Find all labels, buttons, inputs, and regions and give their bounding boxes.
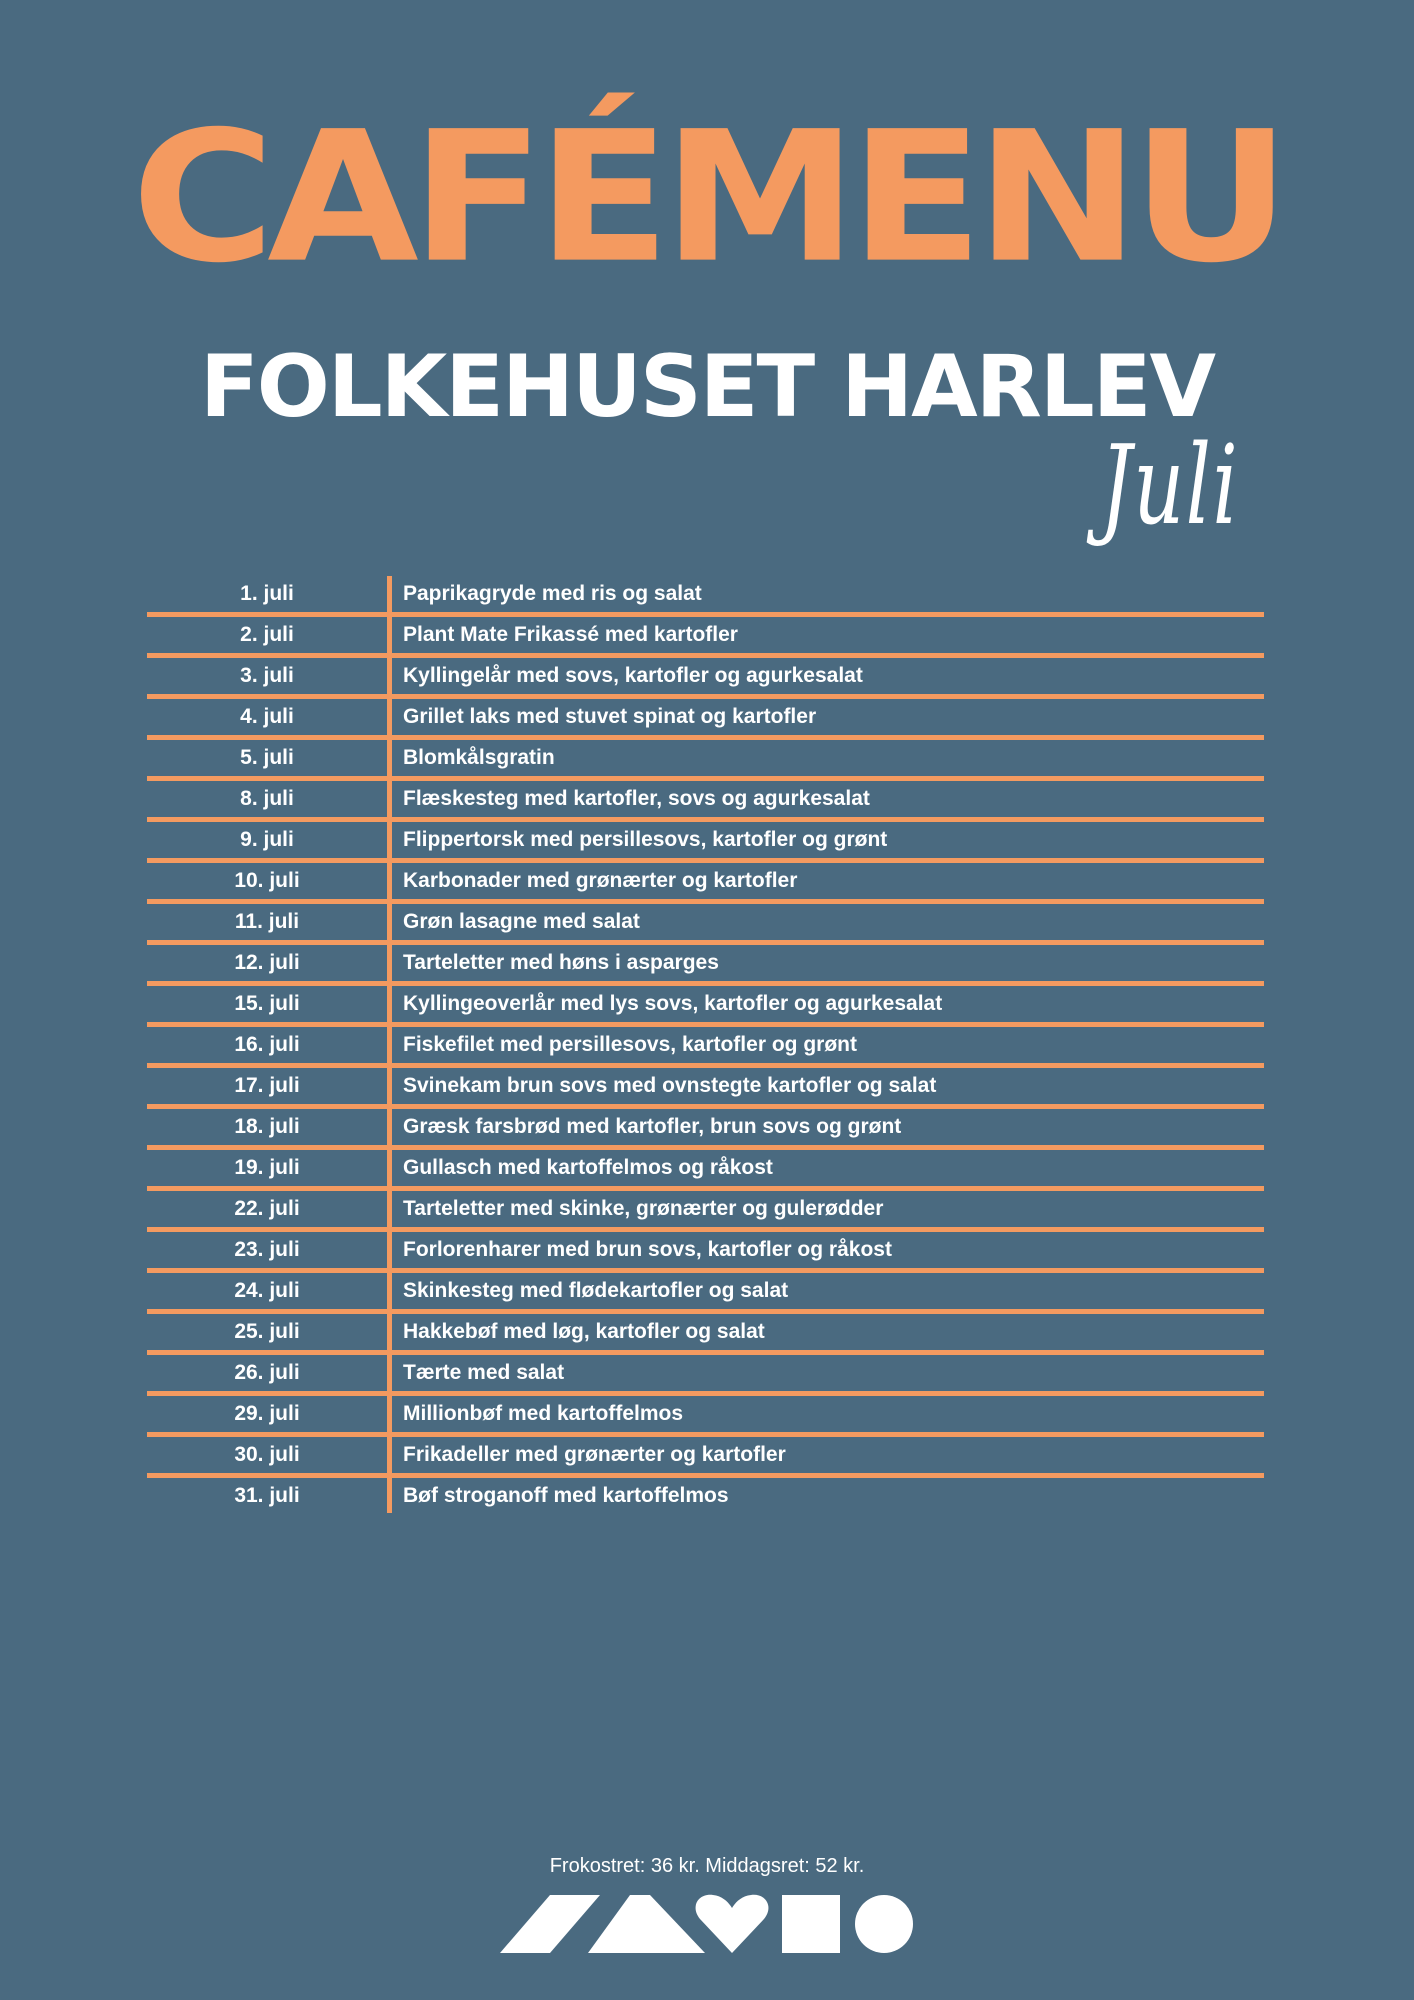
menu-dish: Svinekam brun sovs med ovnstegte kartofler og salat — [403, 1074, 937, 1097]
menu-date: 4. juli — [240, 705, 294, 728]
parallelogram-icon — [500, 1895, 600, 1953]
menu-dish: Kyllingeoverlår med lys sovs, kartofler og agurkesalat — [403, 992, 943, 1015]
menu-row — [147, 1232, 1264, 1273]
menu-row — [147, 1068, 1264, 1109]
menu-row — [147, 699, 1264, 740]
menu-date: 26. juli — [234, 1361, 300, 1384]
menu-date: 29. juli — [234, 1402, 300, 1425]
menu-dish: Tarteletter med høns i asparges — [403, 951, 719, 974]
menu-row — [147, 1355, 1264, 1396]
menu-row — [147, 822, 1264, 863]
menu-row — [147, 986, 1264, 1027]
menu-dish: Plant Mate Frikassé med kartofler — [403, 623, 738, 646]
menu-date: 12. juli — [234, 951, 300, 974]
menu-date: 25. juli — [234, 1320, 300, 1343]
menu-dish: Flippertorsk med persillesovs, kartofler og grønt — [403, 828, 888, 851]
menu-row — [147, 1150, 1264, 1191]
menu-dish: Grøn lasagne med salat — [403, 910, 640, 933]
menu-row — [147, 617, 1264, 658]
menu-row — [147, 1109, 1264, 1150]
menu-date: 22. juli — [234, 1197, 300, 1220]
menu-date: 9. juli — [240, 828, 294, 851]
menu-dish: Gullasch med kartoffelmos og råkost — [403, 1156, 773, 1179]
square-icon — [782, 1895, 840, 1953]
menu-date: 2. juli — [240, 623, 294, 646]
menu-date: 3. juli — [240, 664, 294, 687]
menu-row — [147, 1314, 1264, 1355]
menu-row — [147, 1273, 1264, 1314]
menu-date: 17. juli — [234, 1074, 300, 1097]
menu-dish: Græsk farsbrød med kartofler, brun sovs og grønt — [403, 1115, 902, 1138]
menu-dish: Blomkålsgratin — [403, 746, 555, 769]
menu-dish: Frikadeller med grønærter og kartofler — [403, 1443, 786, 1466]
menu-date: 24. juli — [234, 1279, 300, 1302]
menu-dish: Millionbøf med kartoffelmos — [403, 1402, 684, 1425]
menu-date: 18. juli — [234, 1115, 300, 1138]
menu-dish: Hakkebøf med løg, kartofler og salat — [403, 1320, 765, 1343]
menu-table — [147, 576, 1264, 1514]
menu-date: 15. juli — [234, 992, 300, 1015]
page-title: CAFÉMENU — [131, 93, 1283, 303]
menu-dish: Flæskesteg med kartofler, sovs og agurkesalat — [403, 787, 870, 810]
menu-row — [147, 1478, 1264, 1514]
menu-row — [147, 1437, 1264, 1478]
heart-icon — [696, 1895, 769, 1953]
menu-row — [147, 740, 1264, 781]
menu-date: 19. juli — [234, 1156, 300, 1179]
menu-date: 31. juli — [234, 1484, 300, 1507]
menu-dish: Fiskefilet med persillesovs, kartofler og grønt — [403, 1033, 857, 1056]
menu-row — [147, 904, 1264, 945]
menu-date: 11. juli — [234, 910, 300, 933]
menu-date: 5. juli — [240, 746, 294, 769]
menu-date: 10. juli — [234, 869, 300, 892]
menu-date: 1. juli — [240, 582, 294, 605]
menu-dish: Tarteletter med skinke, grønærter og gulerødder — [403, 1197, 884, 1220]
menu-date: 16. juli — [234, 1033, 300, 1056]
month-label: Juli — [1100, 421, 1240, 549]
menu-dish: Skinkesteg med flødekartofler og salat — [403, 1279, 789, 1302]
menu-row — [147, 1027, 1264, 1068]
menu-row — [147, 658, 1264, 699]
menu-dish: Forlorenharer med brun sovs, kartofler og råkost — [403, 1238, 892, 1261]
menu-date: 30. juli — [234, 1443, 300, 1466]
menu-row — [147, 945, 1264, 986]
menu-date: 23. juli — [234, 1238, 300, 1261]
menu-dish: Karbonader med grønærter og kartofler — [403, 869, 798, 892]
price-info: Frokostret: 36 kr. Middagsret: 52 kr. — [549, 1855, 865, 1877]
menu-dish: Grillet laks med stuvet spinat og kartofler — [403, 705, 817, 728]
menu-row — [147, 576, 1264, 617]
logo — [500, 1893, 920, 1958]
menu-dish: Kyllingelår med sovs, kartofler og agurkesalat — [403, 664, 863, 687]
menu-row — [147, 863, 1264, 904]
circle-icon — [855, 1895, 913, 1953]
menu-dish: Bøf stroganoff med kartoffelmos — [403, 1484, 729, 1507]
page-subtitle: FOLKEHUSET HARLEV — [200, 337, 1214, 437]
menu-dish: Paprikagryde med ris og salat — [403, 582, 702, 605]
menu-date: 8. juli — [240, 787, 294, 810]
trapezoid-icon — [588, 1895, 705, 1953]
menu-row — [147, 1396, 1264, 1437]
menu-row — [147, 1191, 1264, 1232]
menu-row — [147, 781, 1264, 822]
menu-dish: Tærte med salat — [403, 1361, 565, 1384]
